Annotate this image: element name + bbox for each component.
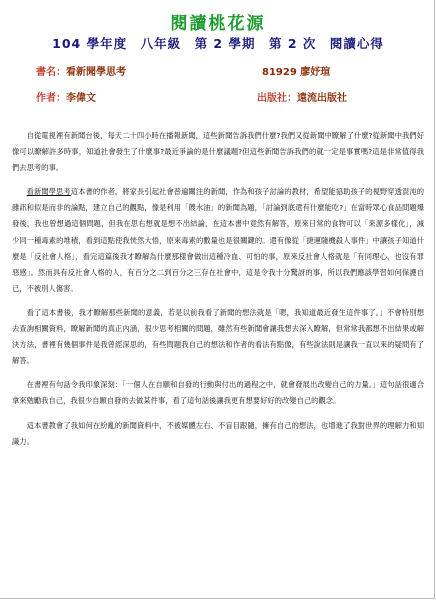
author-value: 李偉文 [66, 93, 96, 104]
page-title: 閱讀桃花源 [170, 14, 266, 34]
page-subtitle: 104 學年度 八年級 第 2 學期 第 2 次 閱讀心得 [52, 36, 384, 51]
book-title-reference: 看新聞學思考 [26, 187, 71, 197]
student-field: 81929 廖妤瑄 [262, 67, 331, 78]
book-title-value: 看新聞學思考 [66, 67, 126, 78]
paragraph-1: 自從電視裡有新聞台後，每天二十四小時在播報新聞，這些新聞告訴我們什麼?我們又從新聞中瞭解了什麼?從新聞中我們好像可以瞭解許多時事，知道社會發生了什麼事?最近爭論的是什麼議題?但這些新聞告訴我們的就一定是事實嗎?這是非常值得我們去思考的事。 [12, 131, 424, 173]
publisher-label: 出版社： [257, 93, 297, 104]
publisher-value: 遠流出版社 [297, 93, 347, 104]
book-title-label: 書名： [36, 67, 66, 78]
author-label: 作者： [36, 93, 66, 104]
paragraph-5: 這本書教會了我如何在紛亂的新聞資料中，不被媒體左右、不盲目跟隨，擁有自己的想法，也增進了我對世界的理解力和知識力。 [12, 420, 424, 446]
paragraph-2-text: 這本書的作者，將家長引起社會普遍關注的新聞，作為和孩子討論的教材，希望能協助孩子的視野穿透混沌的雜訊和似是而非的論點，建立自己的觀點，像是利用「餿水油」的新聞為題，「討論到底還有什麼能吃?」在當時眾心食品問題爆發後，我也曾想過這個問題，但我在思右想就是想不出結論，在這本書中竟然有解答，原來日常的食物可以「來源多樣化」，減少同一種毒素的堆積，看到這點使我恍然大悟，原來毒素的數量也是很關鍵的。還有像從「捷運隨機殺人事件」中讓孩子知道什麼是「反社會人格」，看完這篇後我才瞭解為什麼那樣會做出這種冷血、可怕的事，原來反社會人格就是「有同理心，也沒有罪惡感」。然而具有反社會人格的人，有百分之二到百分之三存在社會中，這是令我十分驚訝的事，所以我們應該學習如何保護自己，不被別人傷害。 [12, 187, 425, 293]
paragraph-3: 看了這本書後，我才瞭解那些新聞的意義，若是以前我看了新聞的想法就是「嗯，我知道最近發生這件事了。」不會特別想去查詢相關資料，瞭解新聞的真正內涵，很少思考相關的問題，雖然有些新聞會讓我想去深入瞭解，但常常我都想不出結果或解決方法，書裡有幾個事件是我曾經深思的，有些問題我自己的想法和作者的看法有點像，有些說法則是讓我一直以來的疑問有了解答。 [12, 307, 424, 366]
paragraph-4: 在書裡有句話令我印象深刻：「一個人在自願和自發的行動與付出的過程之中，就會發展出改變自己的力量。」這句話很適合拿來勉勵我自己，我很少自願自發的去做某件事，看了這句話後讓我更有想要好好的改變自己的觀念。 [12, 380, 424, 406]
